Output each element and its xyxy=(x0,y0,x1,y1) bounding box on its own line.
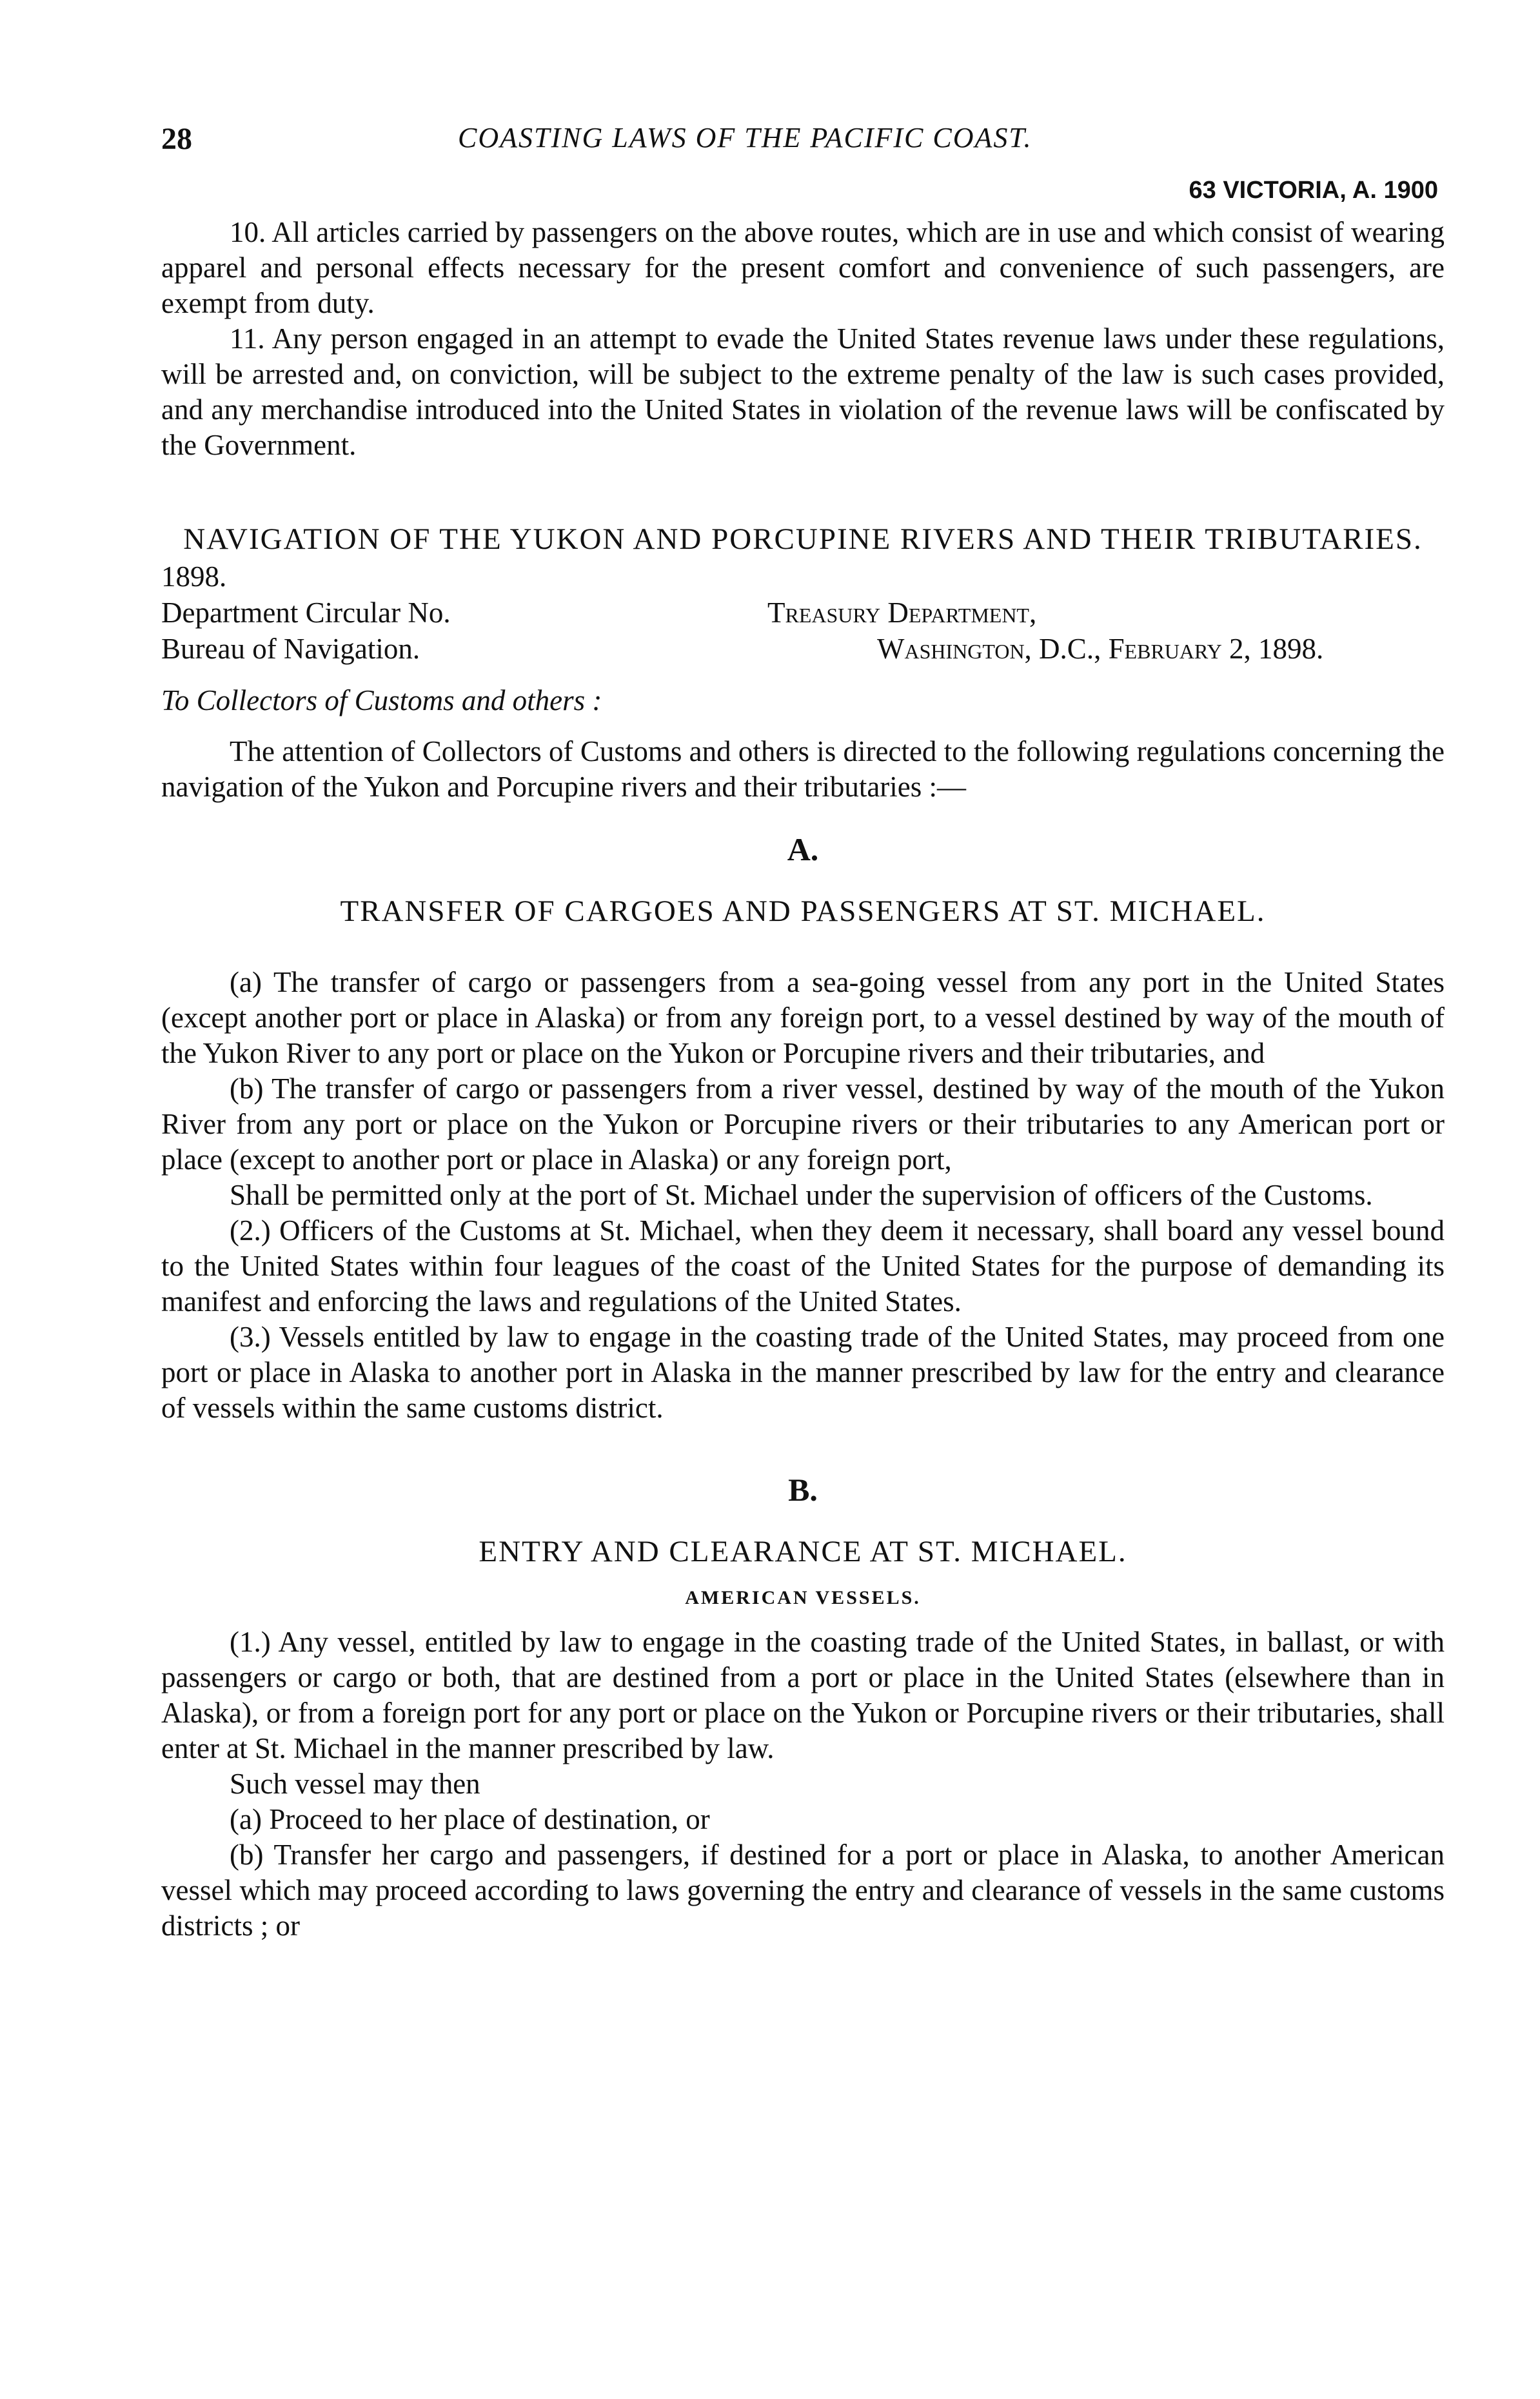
circular-year: 1898. xyxy=(161,560,227,593)
dateline-row-2 xyxy=(161,631,1445,667)
place-date-text: Washington, D.C., February 2, 1898. xyxy=(877,633,1324,665)
section-a-title: TRANSFER OF CARGOES AND PASSENGERS AT ST. MICHAEL. xyxy=(340,894,1266,928)
session-citation: 63 VICTORIA, A. 1900 xyxy=(1189,177,1438,204)
section-a-letter: A. xyxy=(787,831,819,867)
section-b-para-a: (a) Proceed to her place of destination, or xyxy=(230,1803,710,1835)
running-head xyxy=(161,116,1445,168)
section-b-subtitle: AMERICAN VESSELS. xyxy=(685,1587,921,1608)
section-a-para-b: (b) The transfer of cargo or passengers from a river vessel, destined by way of the mouth of the Yukon River from any port or place on the Yukon or Porcupine rivers or their tributaries to any American port or place (except to another port or place in Alaska) or any foreign port, xyxy=(161,1072,1445,1176)
salutation: To Collectors of Customs and others : xyxy=(161,684,602,716)
section-b-letter: B. xyxy=(788,1472,818,1508)
bureau-label: Bureau of Navigation. xyxy=(161,633,420,665)
article-10: 10. All articles carried by passengers on the above routes, which are in use and which consist of wearing apparel and personal effects necessary for the present comfort and convenience of such passengers, are exempt from duty. xyxy=(161,216,1445,319)
dateline-row-1 xyxy=(161,595,1445,631)
place-date xyxy=(767,631,1445,667)
section-b-para-b: (b) Transfer her cargo and passengers, if destined for a port or place in Alaska, to another American vessel which may proceed according to laws governing the entry and clearance of vessels in the same customs districts ; or xyxy=(161,1839,1445,1942)
circular-label: Department Circular No. xyxy=(161,597,451,629)
document-page xyxy=(161,116,1445,1944)
page-number: 28 xyxy=(161,122,192,156)
section-a-para-shall: Shall be permitted only at the port of St. Michael under the supervision of officers of the Customs. xyxy=(230,1179,1373,1211)
section-b-para-such: Such vessel may then xyxy=(230,1768,480,1800)
running-title: COASTING LAWS OF THE PACIFIC COAST. xyxy=(458,122,1032,153)
section-a-para-2: (2.) Officers of the Customs at St. Michael, when they deem it necessary, shall board any vessel bound to the United States within four leagues of the coast of the United States for the purpose of demanding its manifest and enforcing the laws and regulations of the United States. xyxy=(161,1214,1445,1318)
treasury-department: Treasury Department, xyxy=(767,597,1037,629)
section-a-para-3: (3.) Vessels entitled by law to engage in the coasting trade of the United States, may proceed from one port or place in Alaska to another port in Alaska in the manner prescribed by law for the entry and clearance of vessels within the same customs district. xyxy=(161,1321,1445,1424)
article-11: 11. Any person engaged in an attempt to evade the United States revenue laws under these regulations, will be arrested and, on conviction, will be subject to the extreme penalty of the law is such cases provided, and any merchandise introduced into the United States in violation of the revenue laws will be confiscated by the Government. xyxy=(161,322,1445,461)
navigation-intro: The attention of Collectors of Customs and others is directed to the following regulations concerning the navigation of the Yukon and Porcupine rivers and their tributaries :— xyxy=(161,735,1445,803)
section-a-para-a: (a) The transfer of cargo or passengers from a sea-going vessel from any port in the United States (except another port or place in Alaska) or from any foreign port, to a vessel destined by way of the mouth of the Yukon River to any port or place on the Yukon or Porcupine rivers and their tributaries, and xyxy=(161,966,1445,1069)
section-b-title: ENTRY AND CLEARANCE AT ST. MICHAEL. xyxy=(479,1535,1127,1568)
navigation-title: NAVIGATION OF THE YUKON AND PORCUPINE RIVERS AND THEIR TRIBUTARIES. xyxy=(183,522,1423,556)
section-b-para-1: (1.) Any vessel, entitled by law to engage in the coasting trade of the United States, in ballast, or with passengers or cargo or both, that are destined from a port or place in the United States (elsewhere than in Alaska), or from a foreign port for any port or place on the Yukon or Porcupine rivers or their tributaries, shall enter at St. Michael in the manner prescribed by law. xyxy=(161,1626,1445,1764)
